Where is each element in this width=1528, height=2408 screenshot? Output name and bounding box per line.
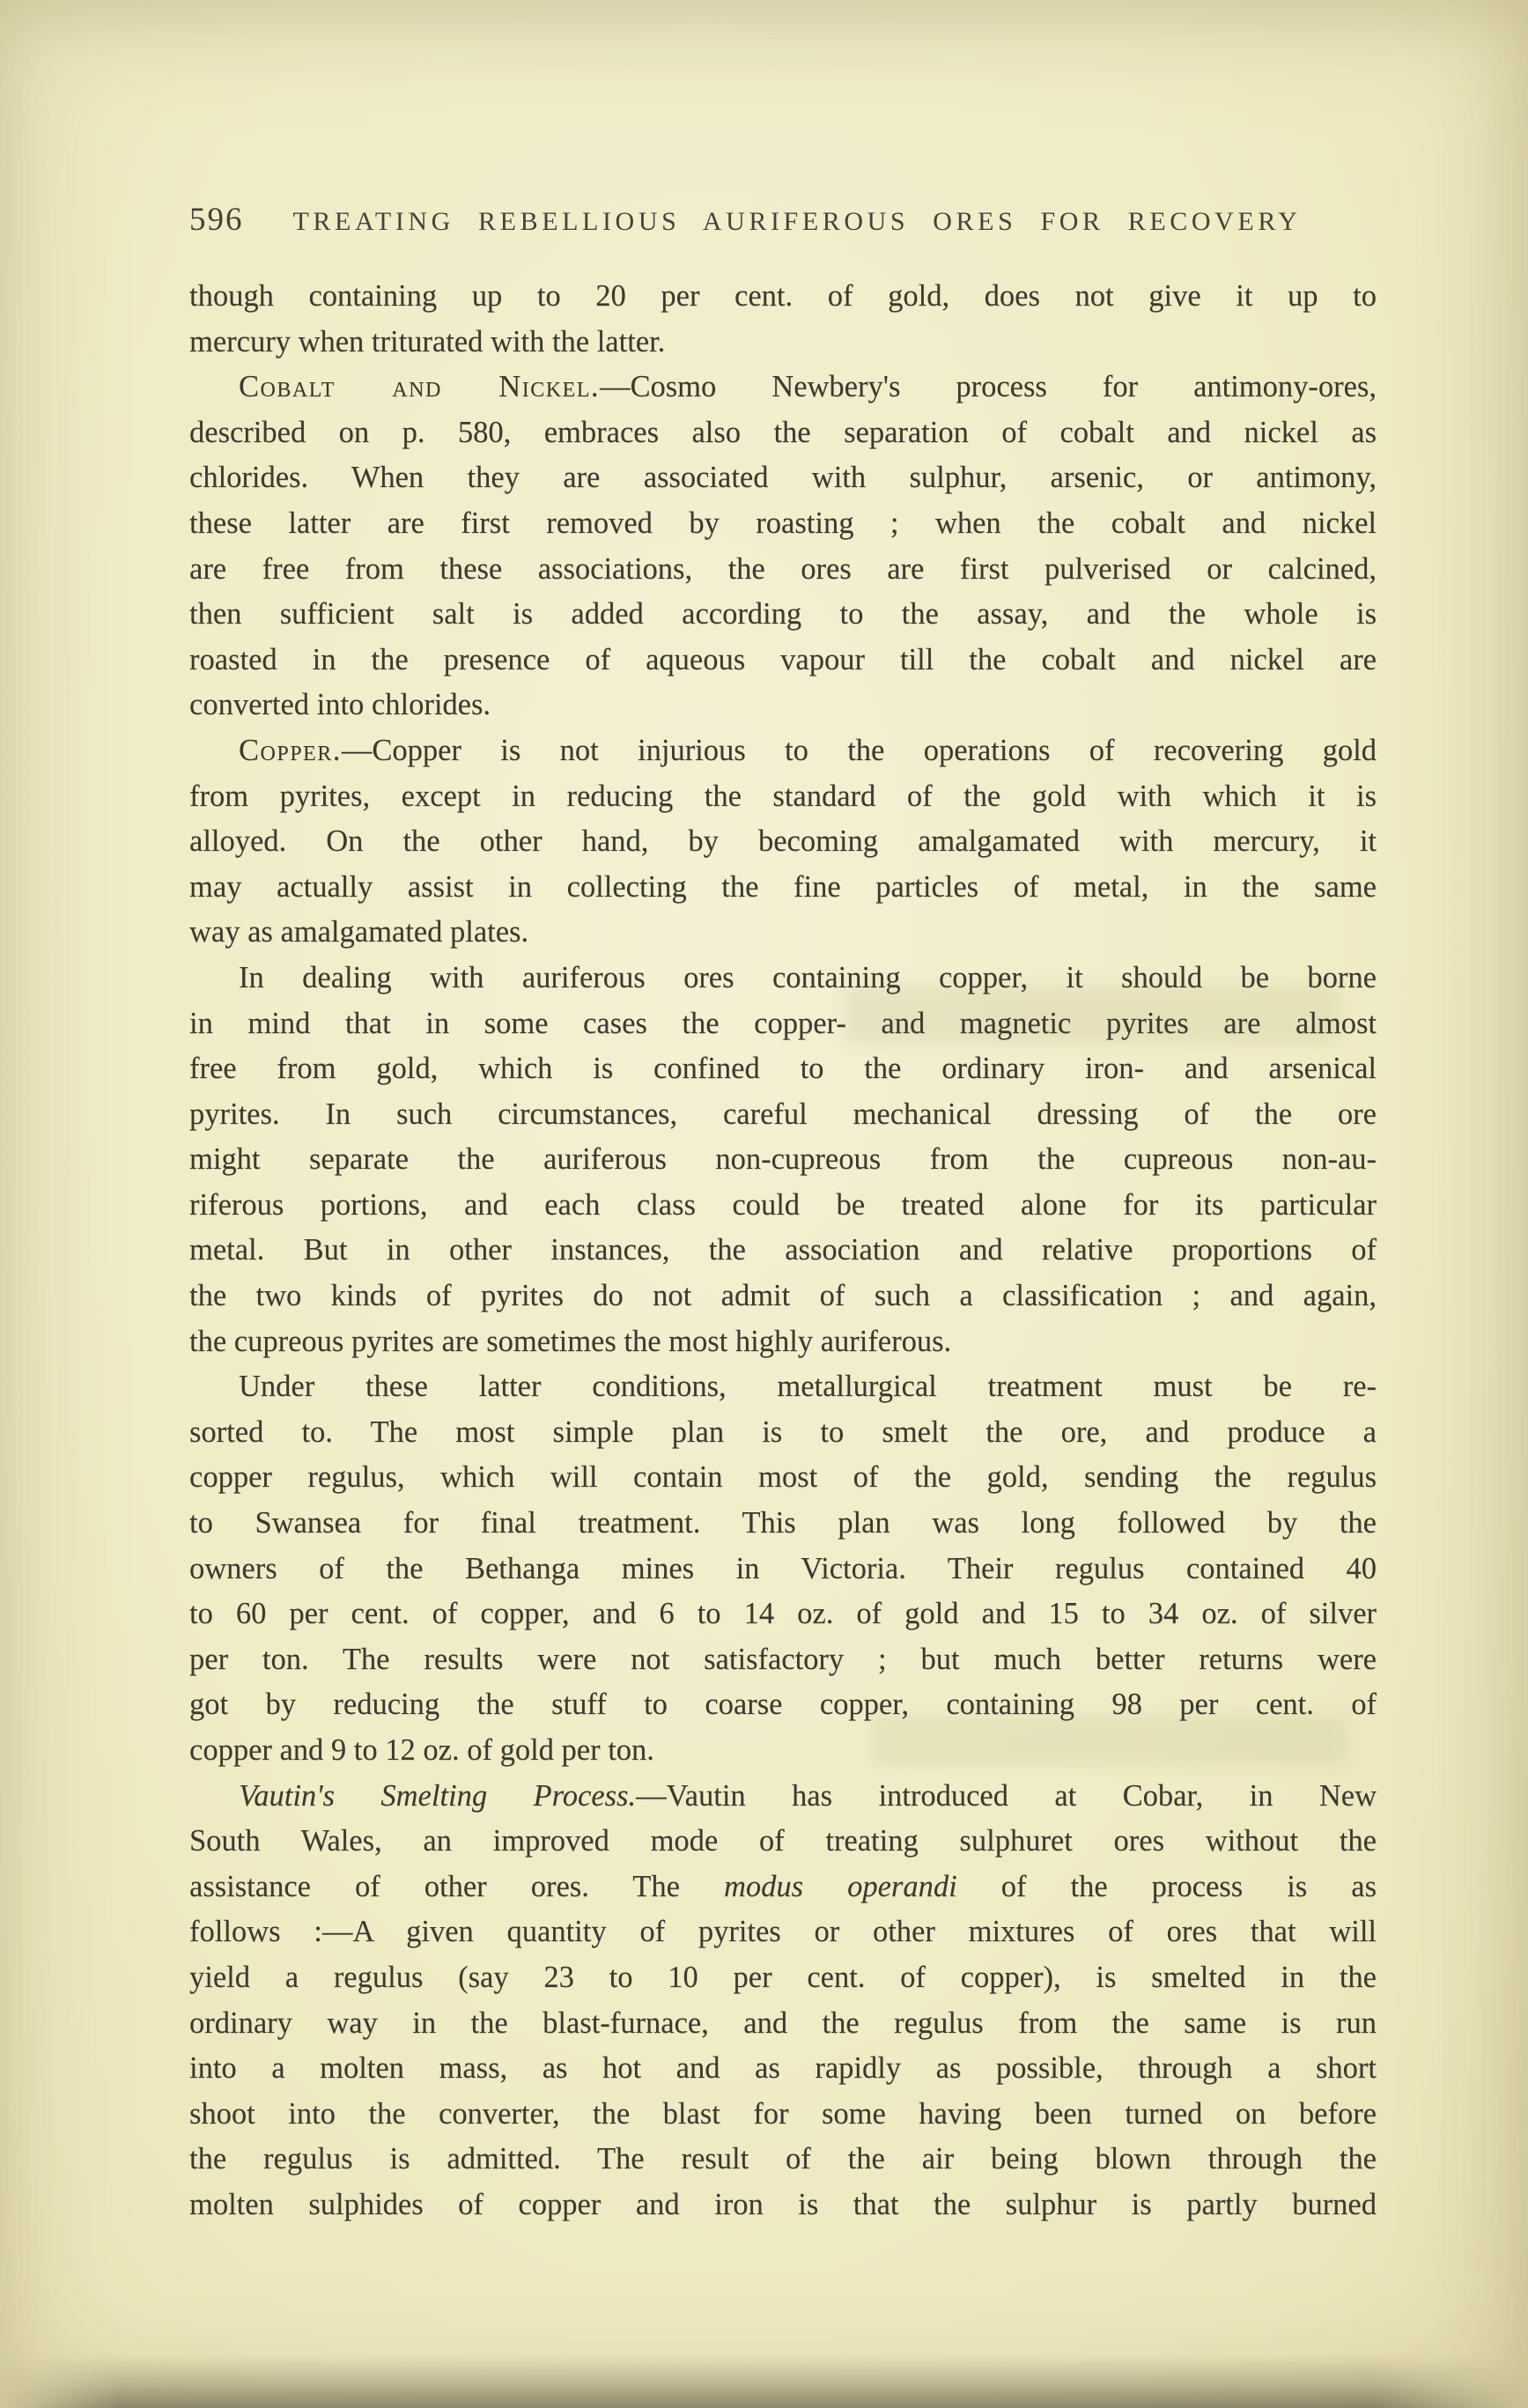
- text-line: yield a regulus (say 23 to 10 per cent. of copper), is smelted in the: [189, 1960, 1377, 1994]
- text-line: to Swansea for final treatment. This plan was long followed by the: [189, 1506, 1377, 1540]
- paragraph: [189, 1774, 1377, 2228]
- text-line: are free from these associations, the ores are first pulverised or calcined,: [189, 551, 1377, 586]
- text-line: though containing up to 20 per cent. of gold, does not give it up to: [189, 279, 1377, 313]
- text-line: molten sulphides of copper and iron is that the sulphur is partly burned: [189, 2187, 1377, 2221]
- running-head: [189, 201, 1377, 239]
- text-line: copper and 9 to 12 oz. of gold per ton.: [189, 1733, 654, 1767]
- text-line: way as amalgamated plates.: [189, 915, 529, 949]
- text-line: metal. But in other instances, the association and relative proportions of: [189, 1233, 1377, 1267]
- text-line: follows :—A given quantity of pyrites or other mixtures of ores that will: [189, 1915, 1377, 1949]
- paragraph: [189, 728, 1377, 956]
- text-line: may actually assist in collecting the fine particles of metal, in the same: [189, 869, 1377, 904]
- text-line: assistance of other ores. The modus operandi of the process is as: [189, 1869, 1377, 1903]
- text-line: converted into chlorides.: [189, 688, 491, 722]
- text-line: in mind that in some cases the copper- and magnetic pyrites are almost: [189, 1006, 1377, 1040]
- paragraph: [189, 274, 1377, 365]
- text-line: free from gold, which is confined to the ordinary iron- and arsenical: [189, 1052, 1377, 1086]
- text-line: pyrites. In such circumstances, careful mechanical dressing of the ore: [189, 1097, 1377, 1131]
- text-line: mercury when triturated with the latter.: [189, 324, 666, 358]
- text-line: got by reducing the stuff to coarse copper, containing 98 per cent. of: [189, 1688, 1377, 1722]
- text-line: Under these latter conditions, metallurgical treatment must be re-: [239, 1370, 1377, 1404]
- text-line: per ton. The results were not satisfactory ; but much better returns were: [189, 1642, 1377, 1676]
- paragraph: [189, 1364, 1377, 1773]
- text-line: South Wales, an improved mode of treating sulphuret ores without the: [189, 1824, 1377, 1858]
- text-line: the regulus is admitted. The result of the air being blown through the: [189, 2142, 1377, 2176]
- text-line: In dealing with auriferous ores containing copper, it should be borne: [239, 960, 1377, 994]
- text-line: the cupreous pyrites are sometimes the most highly auriferous.: [189, 1324, 952, 1358]
- page-body: [189, 274, 1377, 2228]
- text-line: sorted to. The most simple plan is to smelt the ore, and produce a: [189, 1415, 1377, 1449]
- text-line: owners of the Bethanga mines in Victoria. Their regulus contained 40: [189, 1551, 1377, 1585]
- text-line: Copper.—Copper is not injurious to the operations of recovering gold: [239, 733, 1377, 767]
- text-line: might separate the auriferous non-cupreous from the cupreous non-au-: [189, 1142, 1377, 1177]
- text-line: then sufficient salt is added according to the assay, and the whole is: [189, 597, 1377, 632]
- text-line: into a molten mass, as hot and as rapidly as possible, through a short: [189, 2051, 1377, 2086]
- paragraph: [189, 956, 1377, 1364]
- text-line: ordinary way in the blast-furnace, and the regulus from the same is run: [189, 2005, 1377, 2040]
- text-line: riferous portions, and each class could be treated alone for its particular: [189, 1187, 1377, 1222]
- text-line: from pyrites, except in reducing the standard of the gold with which it is: [189, 779, 1377, 813]
- paragraph: [189, 365, 1377, 728]
- running-title: TREATING REBELLIOUS AURIFEROUS ORES FOR RECOVERY: [292, 207, 1302, 236]
- text-line: to 60 per cent. of copper, and 6 to 14 oz. of gold and 15 to 34 oz. of silver: [189, 1597, 1377, 1631]
- text-line: roasted in the presence of aqueous vapour till the cobalt and nickel are: [189, 642, 1377, 676]
- page-bottom-shadow: [0, 2355, 1528, 2408]
- text-line: chlorides. When they are associated with sulphur, arsenic, or antimony,: [189, 461, 1377, 495]
- page-number: 596: [189, 202, 244, 238]
- text-line: described on p. 580, embraces also the separation of cobalt and nickel as: [189, 415, 1377, 449]
- text-line: Vautin's Smelting Process.—Vautin has introduced at Cobar, in New: [239, 1778, 1377, 1813]
- text-line: Cobalt and Nickel.—Cosmo Newbery's process for antimony-ores,: [239, 370, 1377, 404]
- text-line: shoot into the converter, the blast for some having been turned on before: [189, 2096, 1377, 2131]
- text-line: the two kinds of pyrites do not admit of such a classification ; and again,: [189, 1279, 1377, 1313]
- text-line: these latter are first removed by roasting ; when the cobalt and nickel: [189, 506, 1377, 540]
- text-line: copper regulus, which will contain most of the gold, sending the regulus: [189, 1460, 1377, 1495]
- text-line: alloyed. On the other hand, by becoming amalgamated with mercury, it: [189, 824, 1377, 859]
